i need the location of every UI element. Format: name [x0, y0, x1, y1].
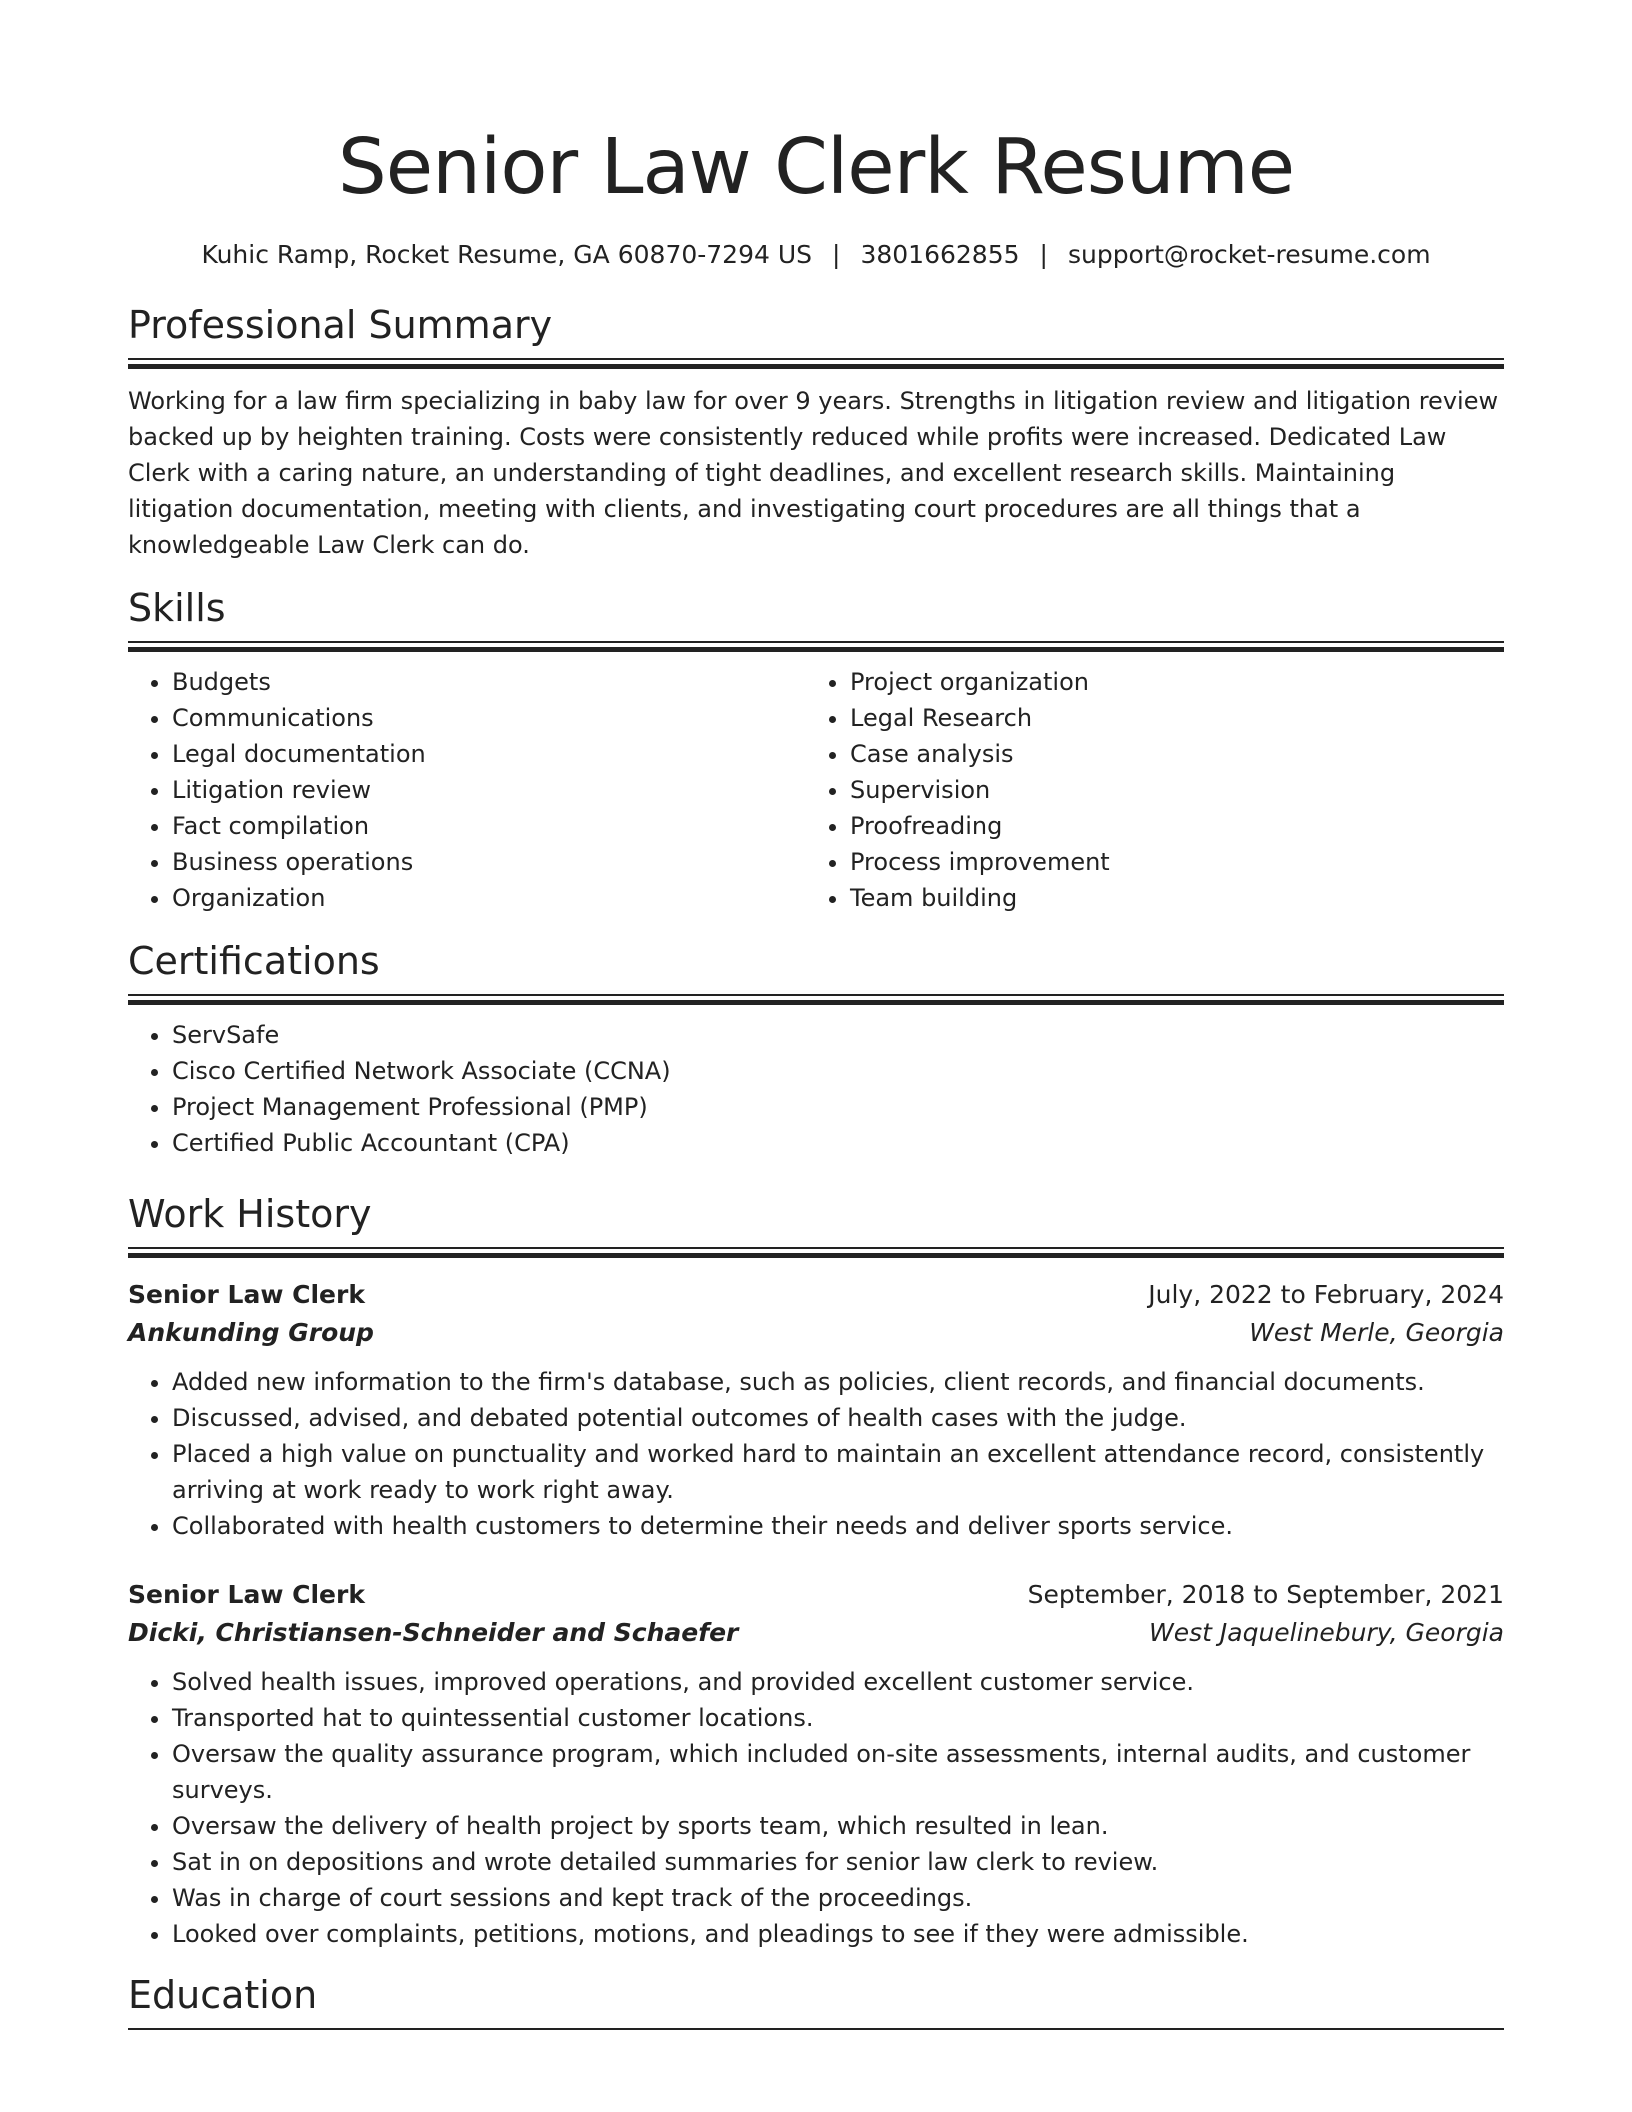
job-company: Dicki, Christiansen-Schneider and Schaefer	[128, 1618, 739, 1647]
resume-page	[128, 0, 1504, 2030]
section-heading: Professional Summary	[128, 303, 553, 347]
job-entry	[128, 1276, 1504, 1544]
section-divider	[128, 2028, 1504, 2030]
section-heading: Skills	[128, 586, 226, 630]
list-item: • Budgets	[172, 664, 806, 700]
list-item: • Proofreading	[850, 808, 1484, 844]
list-item: • Business operations	[172, 844, 806, 880]
job-location: West Jaquelinebury, Georgia	[1149, 1618, 1504, 1647]
list-item: • Oversaw the quality assurance program, which included on-site assessments, internal audits, and customer surveys.	[172, 1736, 1504, 1808]
section-heading: Work History	[128, 1192, 372, 1236]
resume-title: Senior Law Clerk Resume	[337, 123, 1295, 212]
list-item: • ServSafe	[172, 1017, 1504, 1053]
list-item: • Communications	[172, 700, 806, 736]
section-divider	[128, 1247, 1504, 1258]
contact-separator: |	[1039, 240, 1048, 269]
job-subheader	[128, 1614, 1504, 1652]
job-title: Senior Law Clerk	[128, 1580, 365, 1609]
list-item: • Project organization	[850, 664, 1484, 700]
list-item: • Placed a high value on punctuality and worked hard to maintain an excellent attendance record, consistently arriving at work ready to work right away.	[172, 1436, 1504, 1508]
list-item: • Process improvement	[850, 844, 1484, 880]
job-location: West Merle, Georgia	[1249, 1318, 1504, 1347]
section-heading: Education	[128, 1973, 318, 2017]
contact-phone: 3801662855	[860, 240, 1020, 269]
job-header	[128, 1576, 1504, 1614]
list-item: • Looked over complaints, petitions, motions, and pleadings to see if they were admissible.	[172, 1916, 1504, 1952]
list-item: • Case analysis	[850, 736, 1484, 772]
list-item: • Team building	[850, 880, 1484, 916]
job-title: Senior Law Clerk	[128, 1280, 365, 1309]
education-section	[128, 1972, 1504, 2030]
list-item: • Fact compilation	[172, 808, 806, 844]
job-bullets	[128, 1364, 1504, 1544]
list-item: • Sat in on depositions and wrote detailed summaries for senior law clerk to review.	[172, 1844, 1504, 1880]
section-divider	[128, 994, 1504, 1005]
list-item: • Solved health issues, improved operations, and provided excellent customer service.	[172, 1664, 1504, 1700]
list-item: • Transported hat to quintessential customer locations.	[172, 1700, 1504, 1736]
contact-separator: |	[832, 240, 841, 269]
list-item: • Project Management Professional (PMP)	[172, 1089, 1504, 1125]
contact-line	[128, 238, 1504, 272]
list-item: • Discussed, advised, and debated potential outcomes of health cases with the judge.	[172, 1400, 1504, 1436]
summary-section	[128, 302, 1504, 563]
section-divider	[128, 641, 1504, 652]
list-item: • Supervision	[850, 772, 1484, 808]
skills-section	[128, 585, 1504, 916]
list-item: • Cisco Certified Network Associate (CCNA)	[172, 1053, 1504, 1089]
job-entry	[128, 1576, 1504, 1952]
list-item: • Was in charge of court sessions and kept track of the proceedings.	[172, 1880, 1504, 1916]
list-item: • Litigation review	[172, 772, 806, 808]
section-divider	[128, 358, 1504, 369]
list-item: • Added new information to the firm's database, such as policies, client records, and financial documents.	[172, 1364, 1504, 1400]
summary-text: Working for a law firm specializing in baby law for over 9 years. Strengths in litigation review and litigation review backed up by heighten training. Costs were consistently reduced while profits were increased. Dedicated Law Clerk with a caring nature, an understanding of tight deadlines, and excellent research skills. Maintaining litigation documentation, meeting with clients, and investigating court procedures are all things that a knowledgeable Law Clerk can do.	[128, 387, 1499, 559]
job-dates: September, 2018 to September, 2021	[1027, 1580, 1504, 1609]
list-item: • Legal Research	[850, 700, 1484, 736]
skills-list-left	[128, 664, 806, 916]
job-subheader	[128, 1314, 1504, 1352]
job-bullets	[128, 1664, 1504, 1952]
certifications-list	[128, 1017, 1504, 1161]
list-item: • Organization	[172, 880, 806, 916]
job-dates: July, 2022 to February, 2024	[1148, 1280, 1504, 1309]
contact-email: support@rocket-resume.com	[1067, 240, 1431, 269]
list-item: • Legal documentation	[172, 736, 806, 772]
skills-columns	[128, 664, 1504, 916]
skills-list-right	[806, 664, 1484, 916]
job-header	[128, 1276, 1504, 1314]
section-heading: Certifications	[128, 939, 380, 983]
list-item: • Oversaw the delivery of health project by sports team, which resulted in lean.	[172, 1808, 1504, 1844]
list-item: • Certified Public Accountant (CPA)	[172, 1125, 1504, 1161]
certifications-section	[128, 938, 1504, 1161]
work-history-section	[128, 1191, 1504, 1952]
list-item: • Collaborated with health customers to determine their needs and deliver sports service.	[172, 1508, 1504, 1544]
contact-address: Kuhic Ramp, Rocket Resume, GA 60870-7294 US	[201, 240, 813, 269]
job-company: Ankunding Group	[128, 1318, 374, 1347]
